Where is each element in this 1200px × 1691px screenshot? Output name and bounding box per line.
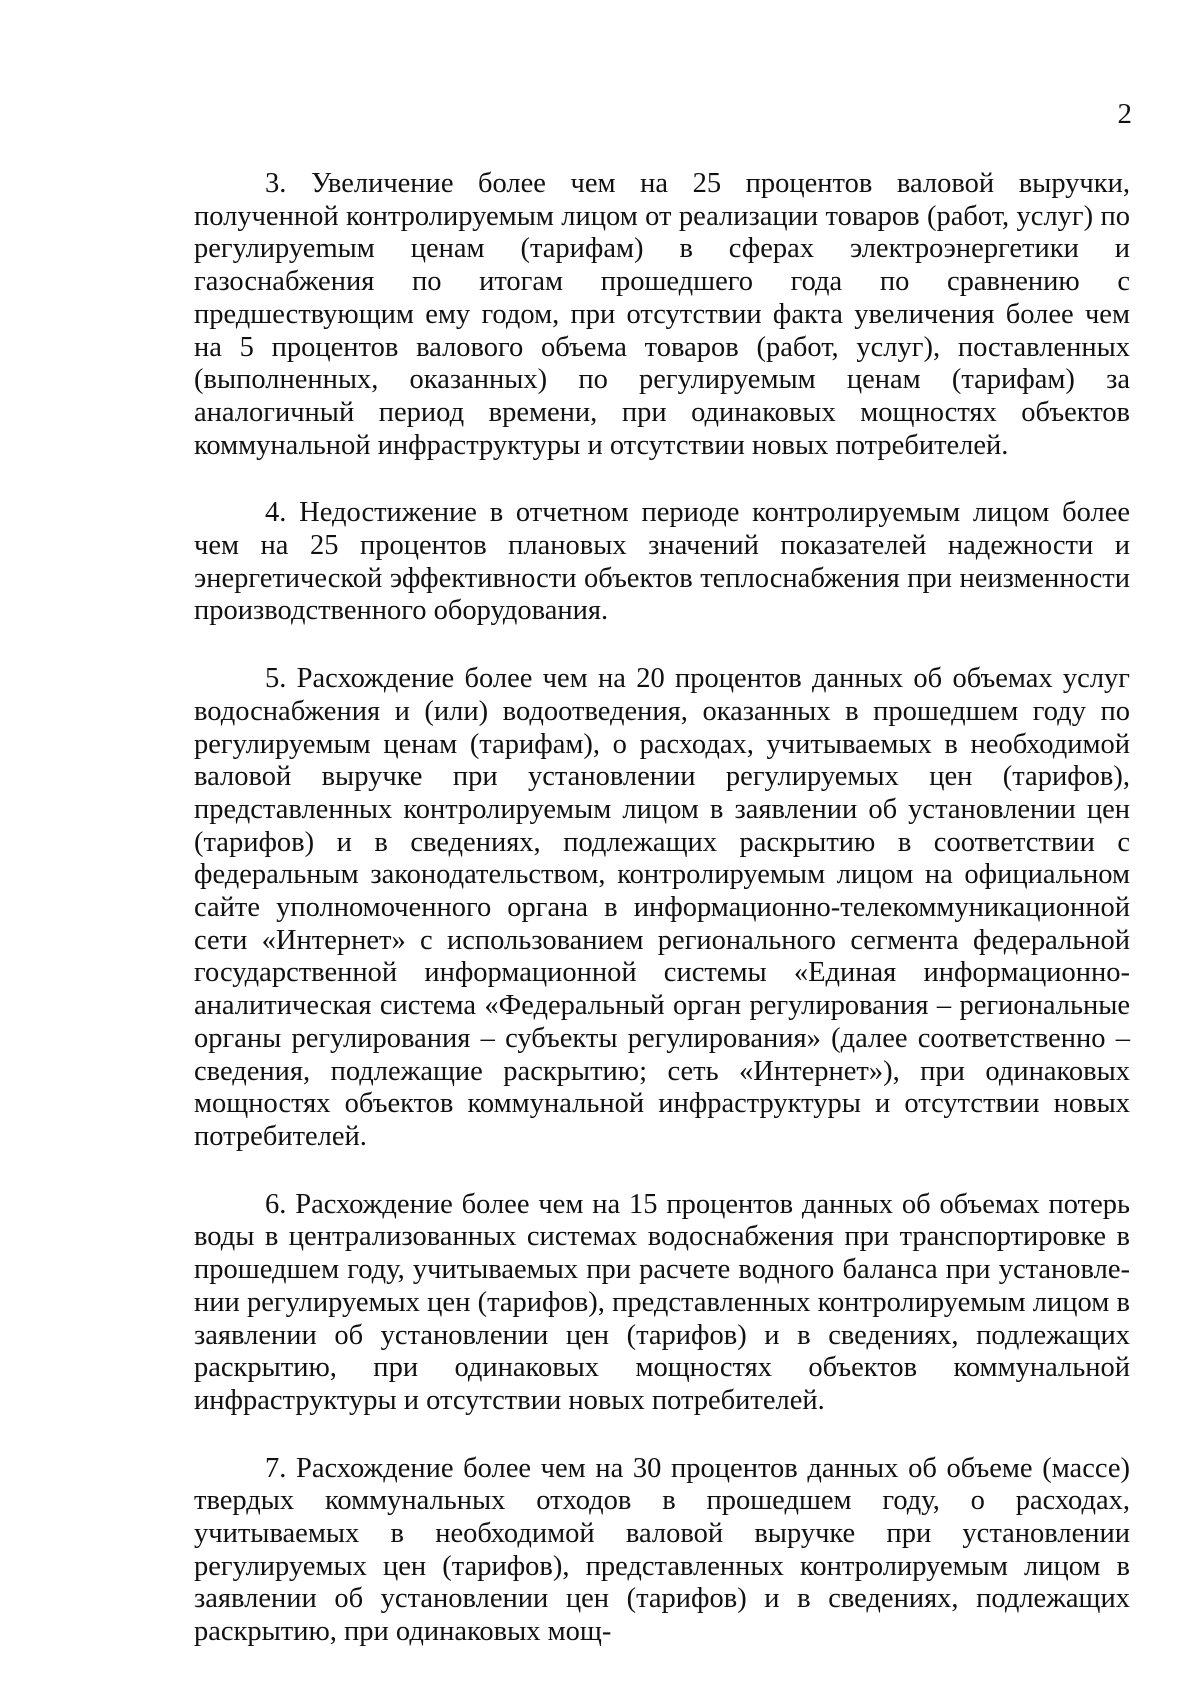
document-body [194,168,1130,1684]
page-number: 2 [1117,98,1132,130]
paragraph-6: 6. Расхождение более чем на 15 процентов данных об объемах потерь воды в централизованных системах водоснабжения при транспортировке в прошедшем году, учитываемых при расчете водного баланса при установлении регулируемых цен (тарифов), представленных контролируемым лицом в заявлении об установлении цен (тарифов) и в сведениях, подлежащих раскрытию, при одинаковых мощностях объектов коммунальной инфраструктуры и отсутствии новых потребителей. [194,1188,1130,1416]
paragraph-5: 5. Расхождение более чем на 20 процентов данных об объемах услуг водоснабжения и (или) водоотведения, оказанных в прошедшем году по регулируемым ценам (тарифам), о расходах, учитываемых в необходимой валовой выручке при установлении регулируемых цен (тарифов), представленных контролируемым лицом в заявлении об установлении цен (тарифов) и в сведениях, подлежащих раскрытию в соответствии с федеральным законодательством, контролируемым лицом на официальном сайте уполномоченного органа в информационно-телекоммуникационной сети «Интернет» с использованием регионального сегмента федеральной государственной информационной системы «Единая информационно-аналитическая система «Федеральный орган регулирования – региональные органы регулирования – субъекты регулирования» (далее соответственно – сведения, подлежащие раскрытию; сеть «Интернет»), при одинаковых мощностях объектов коммунальной инфраструктуры и отсутствии новых потребителей. [194,663,1130,1152]
paragraph-4: 4. Недостижение в отчетном периоде контролируемым лицом более чем на 25 процентов плановых значений показателей надежности и энергетической эффективности объектов теплоснабжения при неизменности производственного оборудования. [194,497,1130,627]
paragraph-3: 3. Увеличение более чем на 25 процентов валовой выручки, полученной контролируемым лицом от реализации товаров (работ, услуг) по регулируеmым ценам (тарифам) в сферах электроэнергетики и газоснабжения по итогам прошедшего года по сравнению с предшествующим ему годом, при отсутствии факта увеличения более чем на 5 процентов валового объема товаров (работ, услуг), поставленных (выполненных, оказанных) по регулируемым ценам (тарифам) за аналогичный период времени, при одинаковых мощностях объектов коммунальной инфраструктуры и отсутствии новых потребителей. [194,168,1130,461]
paragraph-7: 7. Расхождение более чем на 30 процентов данных об объеме (массе) твердых коммунальных отходов в прошедшем году, о расходах, учитываемых в необходимой валовой выручке при установлении регулируемых цен (тарифов), представленных контролируемым лицом в заявлении об установлении цен (тарифов) и в сведениях, подлежащих раскрытию, при одинаковых мощ- [194,1452,1130,1648]
